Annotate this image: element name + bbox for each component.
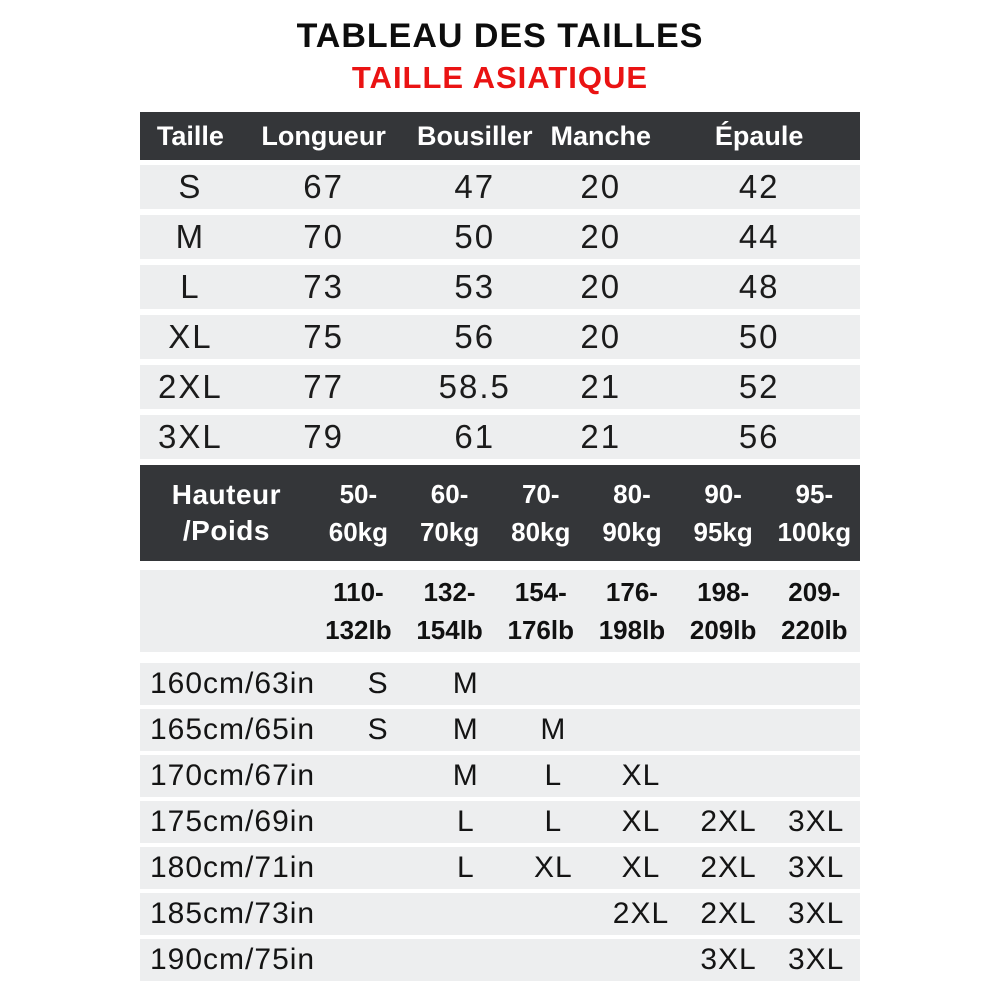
size-cell: 67 bbox=[303, 168, 344, 205]
size-row-m bbox=[140, 215, 860, 259]
lb-range-top: 176- bbox=[605, 577, 658, 607]
lb-range-top: 110- bbox=[333, 577, 384, 607]
height-size-cell: L bbox=[456, 851, 475, 884]
lb-range-bottom: 220lb bbox=[781, 615, 848, 645]
height-size-cell: 2XL bbox=[700, 897, 757, 930]
size-cell: 56 bbox=[738, 418, 780, 455]
height-size-cell: M bbox=[452, 713, 479, 746]
lb-range-top: 132- bbox=[423, 577, 476, 607]
header-cell-taille: Taille bbox=[156, 120, 224, 151]
lb-range-top: 198- bbox=[697, 577, 750, 607]
height-size-cell: S bbox=[367, 713, 389, 746]
height-label: 185cm/73in bbox=[150, 897, 316, 930]
lb-range-cell bbox=[313, 573, 404, 649]
height-size-cell: 2XL bbox=[700, 805, 757, 838]
kg-range-bottom: 80kg bbox=[511, 517, 571, 547]
height-size-cell: XL bbox=[621, 805, 661, 838]
size-cell: 20 bbox=[580, 268, 622, 305]
size-cell: 56 bbox=[454, 318, 496, 355]
height-size-cell: 3XL bbox=[787, 851, 845, 884]
size-cell: 50 bbox=[454, 218, 496, 255]
size-cell: 79 bbox=[303, 418, 344, 455]
size-cell: 77 bbox=[303, 368, 344, 405]
height-label: 170cm/67in bbox=[150, 759, 316, 792]
lb-range-cell bbox=[404, 573, 495, 649]
lb-range-bottom: 176lb bbox=[507, 615, 575, 645]
size-cell: 3XL bbox=[158, 418, 223, 455]
size-row-xl bbox=[140, 315, 860, 359]
height-size-cell: 2XL bbox=[612, 897, 670, 930]
kg-range-cell bbox=[404, 475, 495, 551]
size-cell: 21 bbox=[580, 368, 622, 405]
lb-band bbox=[140, 570, 860, 652]
height-size-cell: M bbox=[540, 713, 567, 746]
lb-range-cell bbox=[586, 573, 677, 649]
size-cell: 58.5 bbox=[438, 368, 511, 405]
kg-range-bottom: 60kg bbox=[328, 517, 389, 547]
kg-range-top: 70- bbox=[521, 479, 560, 509]
height-size-cell: XL bbox=[534, 851, 573, 884]
lb-range-bottom: 198lb bbox=[598, 615, 666, 645]
height-row-190 bbox=[140, 939, 860, 981]
header-cell-longueur: Longueur bbox=[261, 120, 386, 151]
height-row-160 bbox=[140, 663, 860, 705]
chart-titles bbox=[0, 0, 1000, 96]
size-table-header-row bbox=[140, 112, 860, 160]
size-cell: M bbox=[175, 218, 206, 255]
size-cell: 20 bbox=[580, 218, 622, 255]
kg-range-bottom: 70kg bbox=[419, 517, 480, 547]
size-cell: 20 bbox=[580, 168, 622, 205]
size-cell: 52 bbox=[738, 368, 780, 405]
kg-range-bottom: 95kg bbox=[693, 517, 753, 547]
lb-range-top: 209- bbox=[788, 577, 841, 607]
weight-band-label bbox=[140, 477, 313, 549]
weight-band-label-line2: /Poids bbox=[182, 515, 270, 546]
page-subtitle: TAILLE ASIATIQUE bbox=[351, 60, 649, 95]
size-cell: S bbox=[178, 168, 203, 205]
size-chart-sheet bbox=[140, 112, 860, 981]
size-cell: 20 bbox=[580, 318, 622, 355]
size-row-s bbox=[140, 165, 860, 209]
height-size-cell: 3XL bbox=[700, 943, 757, 976]
height-label: 160cm/63in bbox=[150, 667, 316, 700]
height-size-cell: 2XL bbox=[700, 851, 757, 884]
height-size-cell: XL bbox=[621, 851, 661, 884]
size-cell: 47 bbox=[454, 168, 496, 205]
height-row-165 bbox=[140, 709, 860, 751]
height-size-cell: M bbox=[452, 667, 479, 700]
kg-range-cell bbox=[313, 475, 404, 551]
size-row-2xl bbox=[140, 365, 860, 409]
lb-range-top: 154- bbox=[514, 577, 567, 607]
size-cell: 61 bbox=[454, 418, 496, 455]
header-cell-epaule: Épaule bbox=[714, 120, 804, 151]
kg-range-cell bbox=[769, 475, 860, 551]
kg-range-top: 95- bbox=[795, 479, 834, 509]
header-cell-bousiller: Bousiller bbox=[417, 120, 533, 151]
size-cell: 53 bbox=[454, 268, 496, 305]
height-size-cell: XL bbox=[621, 759, 661, 792]
size-cell: L bbox=[180, 268, 201, 305]
height-size-cell: L bbox=[544, 759, 563, 792]
size-cell: XL bbox=[168, 318, 213, 355]
size-row-l bbox=[140, 265, 860, 309]
height-size-cell: 3XL bbox=[787, 943, 845, 976]
size-cell: 42 bbox=[738, 168, 780, 205]
height-row-170 bbox=[140, 755, 860, 797]
header-cell-manche: Manche bbox=[550, 120, 652, 151]
size-row-3xl bbox=[140, 415, 860, 459]
size-cell: 70 bbox=[303, 218, 344, 255]
kg-range-top: 80- bbox=[613, 479, 651, 509]
page-title: TABLEAU DES TAILLES bbox=[296, 17, 704, 55]
kg-range-bottom: 100kg bbox=[777, 517, 852, 547]
weight-band-label-line1: Hauteur bbox=[171, 479, 282, 510]
height-label: 165cm/65in bbox=[150, 713, 316, 746]
height-row-185 bbox=[140, 893, 860, 935]
lb-range-bottom: 132lb bbox=[325, 615, 392, 645]
size-cell: 73 bbox=[303, 268, 344, 305]
size-cell: 44 bbox=[738, 218, 780, 255]
kg-range-cell bbox=[678, 475, 769, 551]
height-label: 180cm/71in bbox=[150, 851, 316, 884]
lb-range-bottom: 154lb bbox=[416, 615, 483, 645]
height-label: 175cm/69in bbox=[150, 805, 316, 838]
height-row-175 bbox=[140, 801, 860, 843]
size-cell: 50 bbox=[738, 318, 780, 355]
lb-range-cell bbox=[495, 573, 586, 649]
kg-range-cell bbox=[495, 475, 586, 551]
weight-band bbox=[140, 465, 860, 561]
height-label: 190cm/75in bbox=[150, 943, 316, 976]
height-size-cell: L bbox=[456, 805, 475, 838]
height-size-cell: 3XL bbox=[787, 897, 845, 930]
size-cell: 75 bbox=[303, 318, 344, 355]
height-row-180 bbox=[140, 847, 860, 889]
kg-range-cell bbox=[586, 475, 677, 551]
height-size-cell: L bbox=[544, 805, 563, 838]
height-size-cell: S bbox=[367, 667, 389, 700]
kg-range-top: 60- bbox=[430, 479, 469, 509]
kg-range-top: 50- bbox=[339, 479, 378, 509]
kg-range-top: 90- bbox=[704, 479, 742, 509]
size-cell: 21 bbox=[580, 418, 622, 455]
lb-range-bottom: 209lb bbox=[689, 615, 757, 645]
lb-range-cell bbox=[769, 573, 860, 649]
size-cell: 2XL bbox=[158, 368, 223, 405]
kg-range-bottom: 90kg bbox=[602, 517, 662, 547]
height-size-cell: M bbox=[452, 759, 479, 792]
height-size-cell: 3XL bbox=[787, 805, 845, 838]
lb-range-cell bbox=[678, 573, 769, 649]
size-cell: 48 bbox=[738, 268, 780, 305]
